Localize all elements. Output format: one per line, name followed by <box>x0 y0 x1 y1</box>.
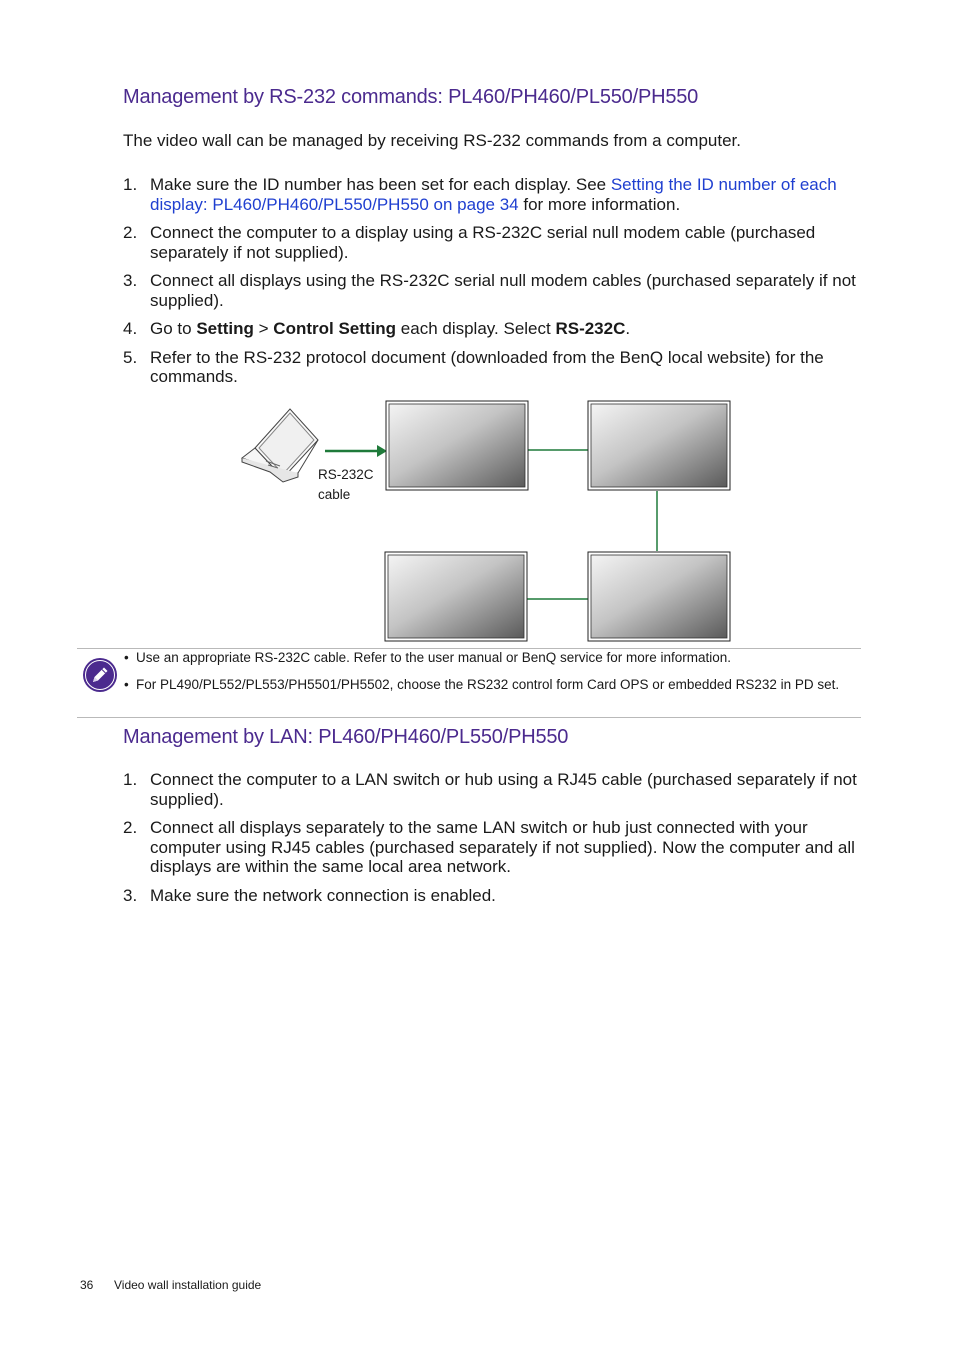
cable-label-line2: cable <box>318 487 351 502</box>
step-text: Connect the computer to a display using a RS-232C serial null modem cable (purchased separately if not supplied). <box>150 223 816 262</box>
step-text: Make sure the network connection is enabled. <box>150 885 496 905</box>
list-item <box>123 818 859 877</box>
step-text: Connect all displays separately to the same LAN switch or hub just connected with your computer using RJ45 cables (purchased separately if not supplied). Now the computer and all displays are within the same local area network. <box>150 818 855 876</box>
pencil-icon <box>82 657 118 693</box>
note-list <box>124 649 849 694</box>
step-number: 5. <box>123 347 138 367</box>
step-number: 2. <box>123 223 138 242</box>
display-icon <box>386 401 528 490</box>
list-item <box>124 649 849 667</box>
section-heading-rs232: Management by RS-232 commands: PL460/PH460/PL550/PH550 <box>123 86 699 108</box>
footer-doc-title: Video wall installation guide <box>114 1278 262 1292</box>
diagram-svg <box>230 395 750 645</box>
note-box <box>77 648 861 718</box>
step-number: 3. <box>123 885 138 905</box>
section-heading-lan: Management by LAN: PL460/PH460/PL550/PH550 <box>123 726 569 748</box>
bullet: • <box>124 650 129 665</box>
list-item <box>123 175 859 214</box>
note-text: For PL490/PL552/PL553/PH5501/PH5502, choose the RS232 control form Card OPS or embedded RS232 in PD set. <box>136 677 840 692</box>
step-text: Connect the computer to a LAN switch or hub using a RJ45 cable (purchased separately if not supplied). <box>150 770 857 809</box>
list-item <box>124 676 849 694</box>
menu-control-setting: Control Setting <box>273 319 397 338</box>
step-number: 1. <box>123 175 138 194</box>
option-rs232c: RS-232C <box>555 319 626 338</box>
step-number: 2. <box>123 818 138 837</box>
step-number: 4. <box>123 319 138 338</box>
step-number: 3. <box>123 271 138 290</box>
intro-paragraph: The video wall can be managed by receiving RS-232 commands from a computer. <box>123 131 741 150</box>
note-text: Use an appropriate RS-232C cable. Refer to the user manual or BenQ service for more information. <box>136 650 732 665</box>
list-item <box>123 348 859 387</box>
page-number: 36 <box>80 1278 94 1292</box>
display-icon <box>385 552 527 641</box>
step-text: Make sure the ID number has been set for each display. See <box>150 175 611 194</box>
step-text: > <box>253 319 274 338</box>
bullet: • <box>124 677 129 692</box>
step-text: for more information. <box>518 194 681 214</box>
menu-setting: Setting <box>196 319 254 338</box>
display-icon <box>588 401 730 490</box>
list-item <box>123 770 859 809</box>
step-text: each display. Select <box>396 319 556 338</box>
cross-reference-link[interactable]: Setting the ID number of each display: PL460/PH460/PL550/PH550 on page 34 <box>150 175 837 214</box>
step-text: Connect all displays using the RS-232C serial null modem cables (purchased separately if not supplied). <box>150 271 856 310</box>
list-item <box>123 319 859 339</box>
step-text: Refer to the RS-232 protocol document (downloaded from the BenQ local website) for the commands. <box>150 347 824 386</box>
step-text: Go to <box>150 319 197 338</box>
list-item <box>123 223 859 262</box>
display-icon <box>588 552 730 641</box>
list-item <box>123 886 859 906</box>
rs232-steps-list <box>123 175 859 396</box>
rs232-connection-diagram <box>230 395 750 645</box>
cable-label-line1: RS-232C <box>318 467 374 482</box>
lan-steps-list <box>123 770 859 914</box>
step-text: . <box>625 319 631 338</box>
list-item <box>123 271 859 310</box>
step-number: 1. <box>123 770 138 789</box>
laptop-icon <box>242 409 318 482</box>
rs232-cable-arrow <box>325 445 387 457</box>
